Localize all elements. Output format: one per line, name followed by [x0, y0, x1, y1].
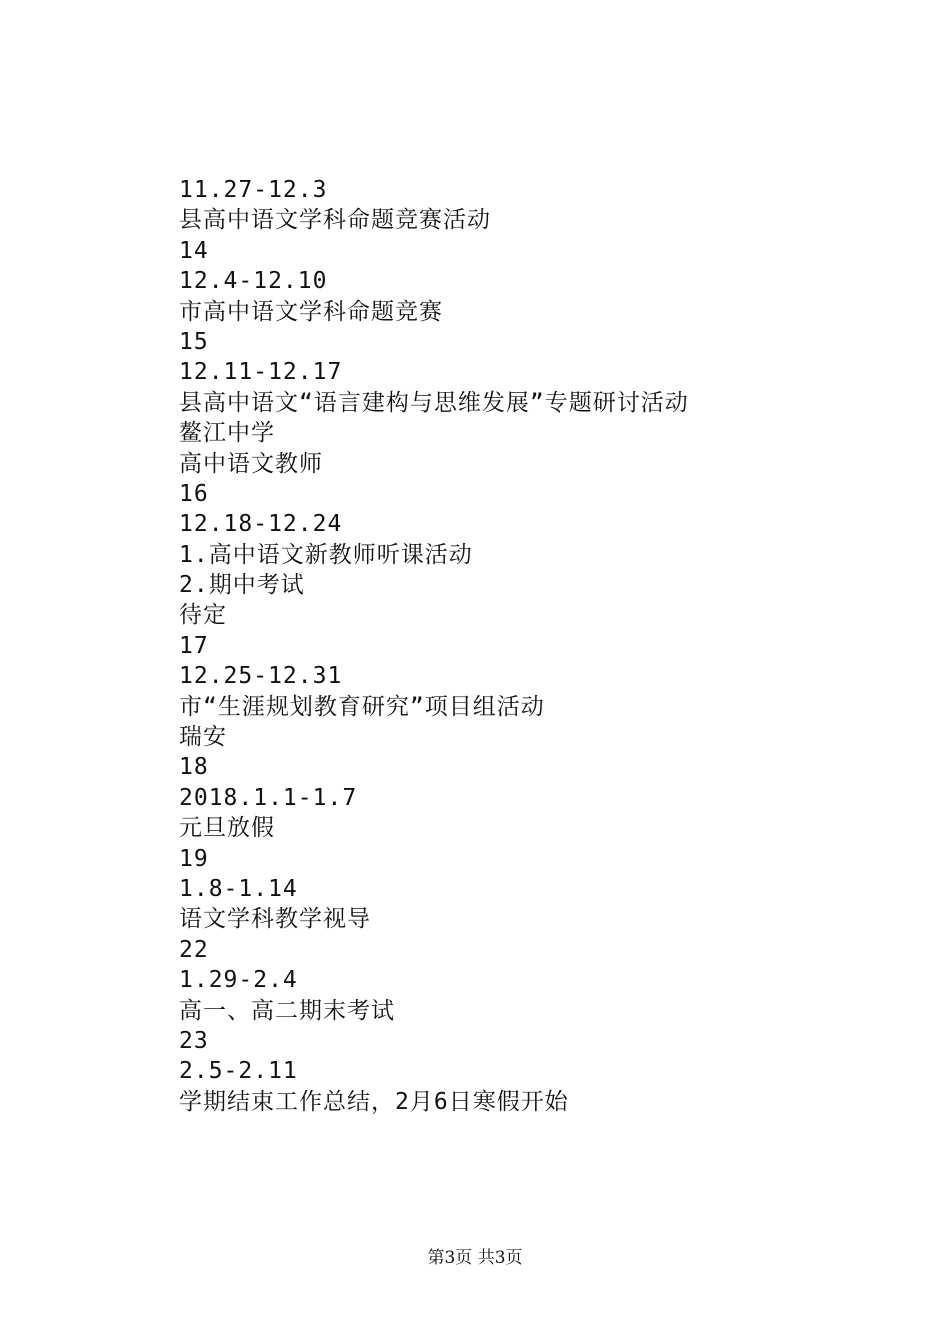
schedule-line: 23: [179, 1027, 209, 1054]
schedule-line: 12.4-12.10: [179, 268, 328, 295]
schedule-line: 市高中语文学科命题竞赛: [179, 298, 443, 325]
schedule-line: 2018.1.1-1.7: [179, 784, 358, 811]
schedule-line: 19: [179, 845, 209, 872]
schedule-line: 高中语文教师: [179, 450, 323, 477]
schedule-line: 2.期中考试: [179, 572, 305, 599]
schedule-line: 22: [179, 936, 209, 963]
schedule-line: 待定: [179, 602, 227, 629]
schedule-line: 1.29-2.4: [179, 967, 298, 994]
schedule-line: 17: [179, 632, 209, 659]
schedule-line: 县高中语文学科命题竞赛活动: [179, 207, 491, 234]
schedule-line: 县高中语文“语言建构与思维发展”专题研讨活动: [179, 389, 689, 416]
schedule-line: 鳌江中学: [179, 420, 275, 447]
schedule-line: 14: [179, 237, 209, 264]
schedule-line: 12.11-12.17: [179, 359, 343, 386]
schedule-line: 学期结束工作总结，2月6日寒假开始: [179, 1088, 569, 1115]
schedule-line: 1.高中语文新教师听课活动: [179, 541, 473, 568]
schedule-line: 语文学科教学视导: [179, 906, 371, 933]
schedule-line: 2.5-2.11: [179, 1058, 298, 1085]
schedule-line: 高一、高二期末考试: [179, 997, 395, 1024]
schedule-line: 瑞安: [179, 724, 227, 751]
schedule-line: 11.27-12.3: [179, 177, 328, 203]
schedule-line: 市“生涯规划教育研究”项目组活动: [179, 693, 545, 720]
page-footer: 第3页 共3页: [427, 1248, 523, 1268]
schedule-line: 12.25-12.31: [179, 663, 343, 690]
schedule-line: 12.18-12.24: [179, 511, 343, 538]
schedule-line: 1.8-1.14: [179, 875, 298, 902]
schedule-line: 16: [179, 480, 209, 507]
schedule-line: 15: [179, 328, 209, 355]
schedule-line: 元旦放假: [179, 815, 275, 842]
schedule-line: 18: [179, 754, 209, 781]
schedule-text: [179, 175, 689, 1117]
